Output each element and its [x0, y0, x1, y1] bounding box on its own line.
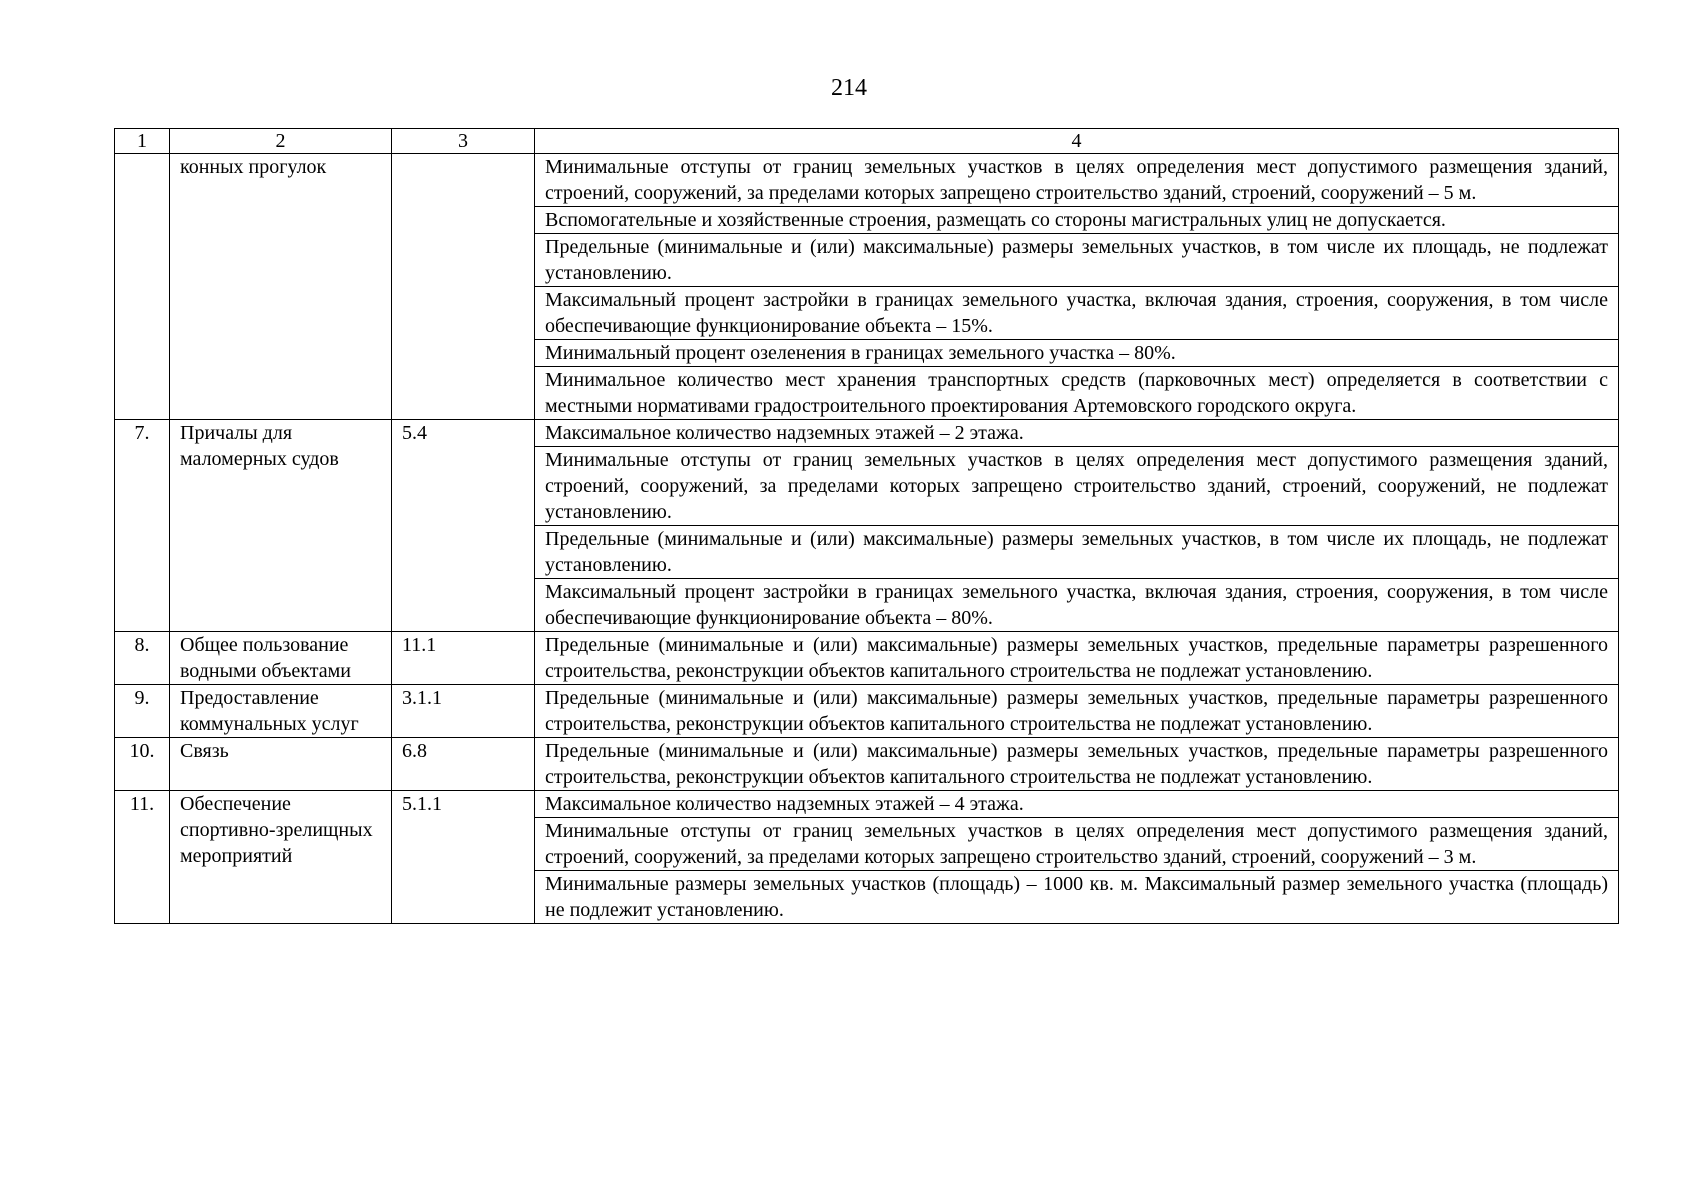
- table-row: [115, 685, 1619, 738]
- land-use-code: 6.8: [392, 738, 535, 791]
- parameter-cell: Минимальные отступы от границ земельных участков в целях определения мест допустимого размещения зданий, строений, сооружений, за пределами которых запрещено строительство зданий, строений, сооружений – 5 м.: [535, 154, 1619, 207]
- parameter-cell: Минимальные размеры земельных участков (площадь) – 1000 кв. м. Максимальный размер земельного участка (площадь) не подлежит установлению.: [535, 871, 1619, 924]
- parameter-cell: Предельные (минимальные и (или) максимальные) размеры земельных участков, в том числе их площадь, не подлежат установлению.: [535, 526, 1619, 579]
- col-header-3: 3: [392, 129, 535, 154]
- land-use-code: [392, 154, 535, 420]
- row-number: 11.: [115, 791, 170, 924]
- col-header-2: 2: [170, 129, 392, 154]
- table-row: [115, 738, 1619, 791]
- table-row: [115, 632, 1619, 685]
- land-use-name: Причалы для маломерных судов: [170, 420, 392, 632]
- land-use-code: 5.4: [392, 420, 535, 632]
- col-header-1: 1: [115, 129, 170, 154]
- row-number: 9.: [115, 685, 170, 738]
- parameter-cell: Минимальные отступы от границ земельных участков в целях определения мест допустимого размещения зданий, строений, сооружений, за пределами которых запрещено строительство зданий, строений, сооружений, не подлежат установлению.: [535, 447, 1619, 526]
- land-use-name: Связь: [170, 738, 392, 791]
- parameter-cell: Минимальный процент озеленения в границах земельного участка – 80%.: [535, 340, 1619, 367]
- table-body: [115, 154, 1619, 924]
- land-use-code: 3.1.1: [392, 685, 535, 738]
- parameter-cell: Максимальный процент застройки в границах земельного участка, включая здания, строения, сооружения, в том числе обеспечивающие функционирование объекта – 80%.: [535, 579, 1619, 632]
- regulations-table: [114, 128, 1619, 924]
- parameter-cell: Предельные (минимальные и (или) максимальные) размеры земельных участков, в том числе их площадь, не подлежат установлению.: [535, 234, 1619, 287]
- land-use-name: конных прогулок: [170, 154, 392, 420]
- page-number: 214: [831, 75, 867, 101]
- parameter-cell: Максимальный процент застройки в границах земельного участка, включая здания, строения, сооружения, в том числе обеспечивающие функционирование объекта – 15%.: [535, 287, 1619, 340]
- parameter-cell: Предельные (минимальные и (или) максимальные) размеры земельных участков, предельные параметры разрешенного строительства, реконструкции объектов капитального строительства не подлежат установлению.: [535, 632, 1619, 685]
- table-header-row: [115, 129, 1619, 154]
- row-number: 10.: [115, 738, 170, 791]
- parameter-cell: Минимальное количество мест хранения транспортных средств (парковочных мест) определяется в соответствии с местными нормативами градостроительного проектирования Артемовского городского округа.: [535, 367, 1619, 420]
- parameter-cell: Предельные (минимальные и (или) максимальные) размеры земельных участков, предельные параметры разрешенного строительства, реконструкции объектов капитального строительства не подлежат установлению.: [535, 685, 1619, 738]
- row-number: 7.: [115, 420, 170, 632]
- parameter-cell: Минимальные отступы от границ земельных участков в целях определения мест допустимого размещения зданий, строений, сооружений, за пределами которых запрещено строительство зданий, строений, сооружений – 3 м.: [535, 818, 1619, 871]
- table-row: [115, 420, 1619, 447]
- table-row: [115, 791, 1619, 818]
- parameter-cell: Максимальное количество надземных этажей – 2 этажа.: [535, 420, 1619, 447]
- row-number: 8.: [115, 632, 170, 685]
- land-use-code: 11.1: [392, 632, 535, 685]
- parameter-cell: Максимальное количество надземных этажей – 4 этажа.: [535, 791, 1619, 818]
- land-use-name: Обеспечение спортивно-зрелищных мероприятий: [170, 791, 392, 924]
- parameter-cell: Вспомогательные и хозяйственные строения, размещать со стороны магистральных улиц не допускается.: [535, 207, 1619, 234]
- col-header-4: 4: [535, 129, 1619, 154]
- land-use-name: Общее пользование водными объектами: [170, 632, 392, 685]
- table-row: [115, 154, 1619, 207]
- parameter-cell: Предельные (минимальные и (или) максимальные) размеры земельных участков, предельные параметры разрешенного строительства, реконструкции объектов капитального строительства не подлежат установлению.: [535, 738, 1619, 791]
- land-use-name: Предоставление коммунальных услуг: [170, 685, 392, 738]
- row-number: [115, 154, 170, 420]
- land-use-code: 5.1.1: [392, 791, 535, 924]
